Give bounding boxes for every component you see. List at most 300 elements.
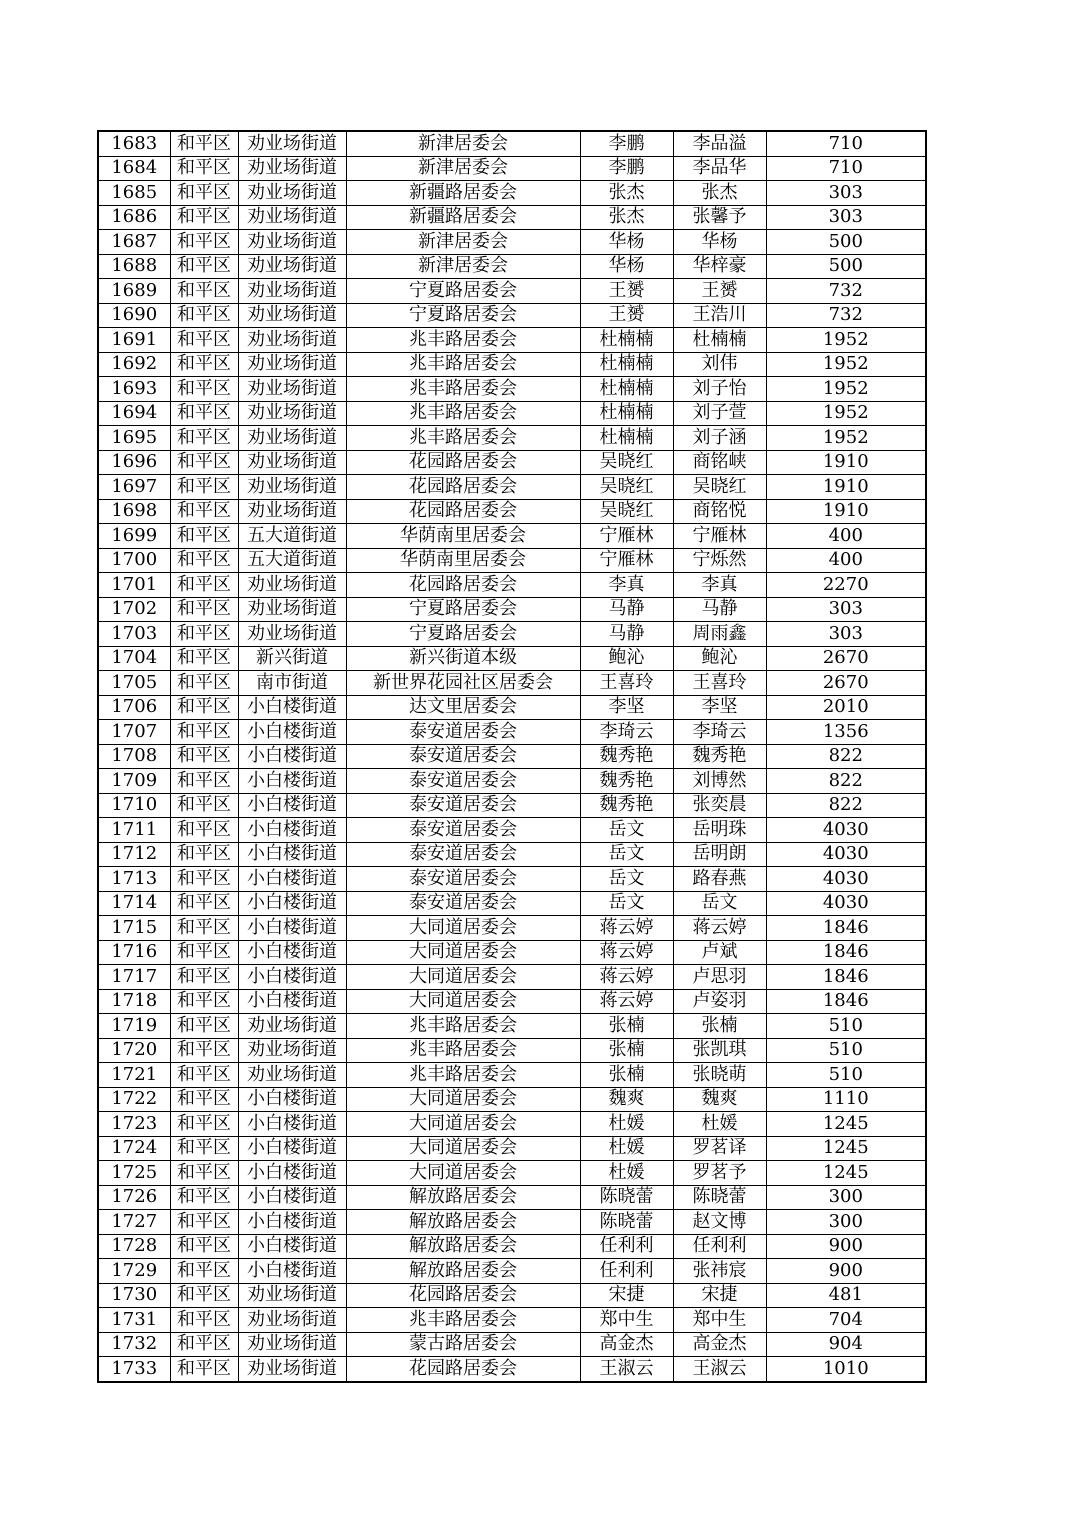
district-cell: 和平区: [170, 793, 238, 818]
district-cell: 和平区: [170, 548, 238, 573]
street-cell: 小白楼街道: [238, 891, 346, 916]
member-name-cell: 宋捷: [673, 1283, 766, 1308]
applicant-cell: 王赟: [580, 303, 673, 328]
row-number-cell: 1695: [98, 426, 170, 451]
committee-cell: 达文里居委会: [346, 695, 580, 720]
row-number-cell: 1730: [98, 1283, 170, 1308]
table-row: [98, 303, 926, 328]
row-number-cell: 1709: [98, 769, 170, 794]
street-cell: 小白楼街道: [238, 1234, 346, 1259]
applicant-cell: 马静: [580, 622, 673, 647]
row-number-cell: 1718: [98, 989, 170, 1014]
table-row: [98, 254, 926, 279]
amount-cell: 822: [766, 769, 926, 794]
committee-cell: 新兴街道本级: [346, 646, 580, 671]
applicant-cell: 杜媛: [580, 1112, 673, 1137]
row-number-cell: 1705: [98, 671, 170, 696]
row-number-cell: 1694: [98, 401, 170, 426]
street-cell: 小白楼街道: [238, 720, 346, 745]
committee-cell: 解放路居委会: [346, 1234, 580, 1259]
street-cell: 劝业场街道: [238, 254, 346, 279]
amount-cell: 1952: [766, 328, 926, 353]
row-number-cell: 1704: [98, 646, 170, 671]
table-row: [98, 646, 926, 671]
row-number-cell: 1703: [98, 622, 170, 647]
member-name-cell: 刘伟: [673, 352, 766, 377]
amount-cell: 704: [766, 1308, 926, 1333]
member-name-cell: 杜楠楠: [673, 328, 766, 353]
committee-cell: 宁夏路居委会: [346, 303, 580, 328]
row-number-cell: 1724: [98, 1136, 170, 1161]
applicant-cell: 张杰: [580, 181, 673, 206]
member-name-cell: 张杰: [673, 181, 766, 206]
member-name-cell: 路春燕: [673, 867, 766, 892]
committee-cell: 花园路居委会: [346, 475, 580, 500]
row-number-cell: 1721: [98, 1063, 170, 1088]
applicant-cell: 王淑云: [580, 1357, 673, 1382]
applicant-cell: 华杨: [580, 230, 673, 255]
street-cell: 五大道街道: [238, 548, 346, 573]
applicant-cell: 李坚: [580, 695, 673, 720]
committee-cell: 泰安道居委会: [346, 842, 580, 867]
applicant-cell: 王喜玲: [580, 671, 673, 696]
amount-cell: 710: [766, 131, 926, 156]
table-row: [98, 695, 926, 720]
committee-cell: 华荫南里居委会: [346, 548, 580, 573]
amount-cell: 1952: [766, 377, 926, 402]
street-cell: 劝业场街道: [238, 352, 346, 377]
table-row: [98, 1014, 926, 1039]
district-cell: 和平区: [170, 1185, 238, 1210]
member-name-cell: 王赟: [673, 279, 766, 304]
member-name-cell: 张馨予: [673, 205, 766, 230]
amount-cell: 900: [766, 1234, 926, 1259]
member-name-cell: 高金杰: [673, 1332, 766, 1357]
committee-cell: 大同道居委会: [346, 1136, 580, 1161]
row-number-cell: 1733: [98, 1357, 170, 1382]
applicant-cell: 杜楠楠: [580, 328, 673, 353]
applicant-cell: 魏爽: [580, 1087, 673, 1112]
table-row: [98, 1332, 926, 1357]
member-name-cell: 鲍沁: [673, 646, 766, 671]
amount-cell: 1846: [766, 916, 926, 941]
committee-cell: 兆丰路居委会: [346, 1014, 580, 1039]
amount-cell: 1846: [766, 989, 926, 1014]
amount-cell: 303: [766, 622, 926, 647]
district-cell: 和平区: [170, 1283, 238, 1308]
street-cell: 小白楼街道: [238, 1087, 346, 1112]
row-number-cell: 1699: [98, 524, 170, 549]
amount-cell: 400: [766, 524, 926, 549]
applicant-cell: 李鹏: [580, 156, 673, 181]
district-cell: 和平区: [170, 401, 238, 426]
street-cell: 小白楼街道: [238, 1161, 346, 1186]
amount-cell: 1910: [766, 499, 926, 524]
applicant-cell: 马静: [580, 597, 673, 622]
amount-cell: 2270: [766, 573, 926, 598]
member-name-cell: 马静: [673, 597, 766, 622]
table-row: [98, 279, 926, 304]
district-cell: 和平区: [170, 1063, 238, 1088]
district-cell: 和平区: [170, 622, 238, 647]
member-name-cell: 李琦云: [673, 720, 766, 745]
member-name-cell: 杜媛: [673, 1112, 766, 1137]
amount-cell: 500: [766, 254, 926, 279]
table-row: [98, 1283, 926, 1308]
street-cell: 小白楼街道: [238, 1112, 346, 1137]
table-row: [98, 597, 926, 622]
committee-cell: 花园路居委会: [346, 450, 580, 475]
applicant-cell: 华杨: [580, 254, 673, 279]
committee-cell: 新津居委会: [346, 254, 580, 279]
table-body: [98, 131, 926, 1382]
member-name-cell: 卢思羽: [673, 965, 766, 990]
street-cell: 劝业场街道: [238, 1357, 346, 1382]
amount-cell: 303: [766, 597, 926, 622]
member-name-cell: 张晓萌: [673, 1063, 766, 1088]
member-name-cell: 刘博然: [673, 769, 766, 794]
applicant-cell: 蒋云婷: [580, 965, 673, 990]
amount-cell: 1846: [766, 965, 926, 990]
table-row: [98, 989, 926, 1014]
district-cell: 和平区: [170, 475, 238, 500]
district-cell: 和平区: [170, 450, 238, 475]
applicant-cell: 杜楠楠: [580, 377, 673, 402]
row-number-cell: 1713: [98, 867, 170, 892]
member-name-cell: 吴晓红: [673, 475, 766, 500]
table-row: [98, 131, 926, 156]
amount-cell: 303: [766, 205, 926, 230]
row-number-cell: 1689: [98, 279, 170, 304]
amount-cell: 510: [766, 1014, 926, 1039]
row-number-cell: 1700: [98, 548, 170, 573]
amount-cell: 400: [766, 548, 926, 573]
row-number-cell: 1702: [98, 597, 170, 622]
member-name-cell: 李品溢: [673, 131, 766, 156]
table-row: [98, 891, 926, 916]
row-number-cell: 1714: [98, 891, 170, 916]
district-cell: 和平区: [170, 377, 238, 402]
amount-cell: 1245: [766, 1136, 926, 1161]
district-cell: 和平区: [170, 867, 238, 892]
table-row: [98, 205, 926, 230]
street-cell: 劝业场街道: [238, 426, 346, 451]
district-cell: 和平区: [170, 352, 238, 377]
row-number-cell: 1731: [98, 1308, 170, 1333]
table-row: [98, 1308, 926, 1333]
committee-cell: 解放路居委会: [346, 1185, 580, 1210]
applicant-cell: 陈晓蕾: [580, 1210, 673, 1235]
street-cell: 小白楼街道: [238, 744, 346, 769]
applicant-cell: 鲍沁: [580, 646, 673, 671]
table-row: [98, 573, 926, 598]
committee-cell: 兆丰路居委会: [346, 1063, 580, 1088]
row-number-cell: 1717: [98, 965, 170, 990]
amount-cell: 1110: [766, 1087, 926, 1112]
member-name-cell: 岳明朗: [673, 842, 766, 867]
street-cell: 劝业场街道: [238, 205, 346, 230]
committee-cell: 泰安道居委会: [346, 769, 580, 794]
district-cell: 和平区: [170, 1357, 238, 1382]
applicant-cell: 王赟: [580, 279, 673, 304]
row-number-cell: 1697: [98, 475, 170, 500]
street-cell: 小白楼街道: [238, 965, 346, 990]
amount-cell: 1846: [766, 940, 926, 965]
committee-cell: 新疆路居委会: [346, 205, 580, 230]
member-name-cell: 王浩川: [673, 303, 766, 328]
member-name-cell: 商铭悦: [673, 499, 766, 524]
street-cell: 劝业场街道: [238, 499, 346, 524]
applicant-cell: 李真: [580, 573, 673, 598]
amount-cell: 732: [766, 303, 926, 328]
district-cell: 和平区: [170, 842, 238, 867]
applicant-cell: 吴晓红: [580, 475, 673, 500]
street-cell: 劝业场街道: [238, 475, 346, 500]
committee-cell: 泰安道居委会: [346, 891, 580, 916]
member-name-cell: 刘子萱: [673, 401, 766, 426]
table-row: [98, 548, 926, 573]
amount-cell: 1010: [766, 1357, 926, 1382]
table-row: [98, 818, 926, 843]
member-name-cell: 刘子怡: [673, 377, 766, 402]
amount-cell: 732: [766, 279, 926, 304]
row-number-cell: 1684: [98, 156, 170, 181]
district-cell: 和平区: [170, 1038, 238, 1063]
row-number-cell: 1711: [98, 818, 170, 843]
member-name-cell: 陈晓蕾: [673, 1185, 766, 1210]
member-name-cell: 岳文: [673, 891, 766, 916]
applicant-cell: 岳文: [580, 842, 673, 867]
row-number-cell: 1723: [98, 1112, 170, 1137]
street-cell: 劝业场街道: [238, 622, 346, 647]
row-number-cell: 1708: [98, 744, 170, 769]
committee-cell: 华荫南里居委会: [346, 524, 580, 549]
amount-cell: 500: [766, 230, 926, 255]
member-name-cell: 华杨: [673, 230, 766, 255]
row-number-cell: 1719: [98, 1014, 170, 1039]
district-cell: 和平区: [170, 181, 238, 206]
member-name-cell: 宁烁然: [673, 548, 766, 573]
committee-cell: 大同道居委会: [346, 1112, 580, 1137]
street-cell: 劝业场街道: [238, 1283, 346, 1308]
district-cell: 和平区: [170, 744, 238, 769]
row-number-cell: 1688: [98, 254, 170, 279]
table-row: [98, 1087, 926, 1112]
row-number-cell: 1712: [98, 842, 170, 867]
amount-cell: 822: [766, 744, 926, 769]
member-name-cell: 张楠: [673, 1014, 766, 1039]
row-number-cell: 1692: [98, 352, 170, 377]
amount-cell: 1356: [766, 720, 926, 745]
amount-cell: 4030: [766, 818, 926, 843]
street-cell: 劝业场街道: [238, 328, 346, 353]
member-name-cell: 王喜玲: [673, 671, 766, 696]
street-cell: 劝业场街道: [238, 377, 346, 402]
member-name-cell: 岳明珠: [673, 818, 766, 843]
street-cell: 劝业场街道: [238, 1014, 346, 1039]
row-number-cell: 1722: [98, 1087, 170, 1112]
street-cell: 小白楼街道: [238, 940, 346, 965]
row-number-cell: 1686: [98, 205, 170, 230]
applicant-cell: 魏秀艳: [580, 769, 673, 794]
member-name-cell: 王淑云: [673, 1357, 766, 1382]
applicant-cell: 郑中生: [580, 1308, 673, 1333]
table-row: [98, 842, 926, 867]
amount-cell: 1910: [766, 475, 926, 500]
table-row: [98, 867, 926, 892]
table-row: [98, 965, 926, 990]
applicant-cell: 任利利: [580, 1234, 673, 1259]
amount-cell: 1910: [766, 450, 926, 475]
applicant-cell: 吴晓红: [580, 450, 673, 475]
district-cell: 和平区: [170, 499, 238, 524]
street-cell: 劝业场街道: [238, 573, 346, 598]
district-cell: 和平区: [170, 940, 238, 965]
table-row: [98, 450, 926, 475]
district-cell: 和平区: [170, 769, 238, 794]
amount-cell: 300: [766, 1185, 926, 1210]
table-row: [98, 1161, 926, 1186]
district-cell: 和平区: [170, 1087, 238, 1112]
amount-cell: 822: [766, 793, 926, 818]
row-number-cell: 1698: [98, 499, 170, 524]
committee-cell: 兆丰路居委会: [346, 377, 580, 402]
district-cell: 和平区: [170, 524, 238, 549]
committee-cell: 大同道居委会: [346, 965, 580, 990]
committee-cell: 解放路居委会: [346, 1259, 580, 1284]
committee-cell: 花园路居委会: [346, 573, 580, 598]
committee-cell: 泰安道居委会: [346, 720, 580, 745]
row-number-cell: 1687: [98, 230, 170, 255]
district-cell: 和平区: [170, 597, 238, 622]
data-table: [97, 130, 927, 1383]
table-row: [98, 352, 926, 377]
table-row: [98, 1234, 926, 1259]
street-cell: 劝业场街道: [238, 1063, 346, 1088]
row-number-cell: 1726: [98, 1185, 170, 1210]
member-name-cell: 郑中生: [673, 1308, 766, 1333]
street-cell: 小白楼街道: [238, 769, 346, 794]
table-row: [98, 1185, 926, 1210]
amount-cell: 2670: [766, 646, 926, 671]
district-cell: 和平区: [170, 279, 238, 304]
table-row: [98, 1038, 926, 1063]
committee-cell: 兆丰路居委会: [346, 352, 580, 377]
district-cell: 和平区: [170, 254, 238, 279]
amount-cell: 2010: [766, 695, 926, 720]
applicant-cell: 杜楠楠: [580, 401, 673, 426]
committee-cell: 兆丰路居委会: [346, 401, 580, 426]
street-cell: 小白楼街道: [238, 818, 346, 843]
applicant-cell: 杜媛: [580, 1136, 673, 1161]
district-cell: 和平区: [170, 230, 238, 255]
applicant-cell: 杜楠楠: [580, 426, 673, 451]
street-cell: 小白楼街道: [238, 793, 346, 818]
amount-cell: 1952: [766, 426, 926, 451]
member-name-cell: 魏爽: [673, 1087, 766, 1112]
applicant-cell: 吴晓红: [580, 499, 673, 524]
district-cell: 和平区: [170, 720, 238, 745]
table-row: [98, 940, 926, 965]
table-row: [98, 524, 926, 549]
table-row: [98, 1112, 926, 1137]
applicant-cell: 杜媛: [580, 1161, 673, 1186]
table-row: [98, 475, 926, 500]
applicant-cell: 岳文: [580, 818, 673, 843]
amount-cell: 510: [766, 1038, 926, 1063]
amount-cell: 4030: [766, 867, 926, 892]
street-cell: 小白楼街道: [238, 1210, 346, 1235]
committee-cell: 花园路居委会: [346, 499, 580, 524]
table-row: [98, 744, 926, 769]
member-name-cell: 卢斌: [673, 940, 766, 965]
row-number-cell: 1706: [98, 695, 170, 720]
applicant-cell: 魏秀艳: [580, 793, 673, 818]
district-cell: 和平区: [170, 1014, 238, 1039]
amount-cell: 2670: [766, 671, 926, 696]
district-cell: 和平区: [170, 818, 238, 843]
committee-cell: 泰安道居委会: [346, 793, 580, 818]
street-cell: 小白楼街道: [238, 867, 346, 892]
committee-cell: 大同道居委会: [346, 989, 580, 1014]
table-row: [98, 499, 926, 524]
row-number-cell: 1715: [98, 916, 170, 941]
row-number-cell: 1690: [98, 303, 170, 328]
member-name-cell: 李品华: [673, 156, 766, 181]
district-cell: 和平区: [170, 328, 238, 353]
district-cell: 和平区: [170, 573, 238, 598]
applicant-cell: 张楠: [580, 1014, 673, 1039]
district-cell: 和平区: [170, 1210, 238, 1235]
applicant-cell: 蒋云婷: [580, 989, 673, 1014]
district-cell: 和平区: [170, 1161, 238, 1186]
committee-cell: 泰安道居委会: [346, 818, 580, 843]
applicant-cell: 任利利: [580, 1259, 673, 1284]
committee-cell: 花园路居委会: [346, 1357, 580, 1382]
committee-cell: 泰安道居委会: [346, 867, 580, 892]
street-cell: 小白楼街道: [238, 989, 346, 1014]
committee-cell: 宁夏路居委会: [346, 597, 580, 622]
district-cell: 和平区: [170, 646, 238, 671]
district-cell: 和平区: [170, 1112, 238, 1137]
district-cell: 和平区: [170, 156, 238, 181]
applicant-cell: 张楠: [580, 1038, 673, 1063]
row-number-cell: 1725: [98, 1161, 170, 1186]
committee-cell: 兆丰路居委会: [346, 328, 580, 353]
amount-cell: 710: [766, 156, 926, 181]
street-cell: 劝业场街道: [238, 131, 346, 156]
committee-cell: 兆丰路居委会: [346, 426, 580, 451]
applicant-cell: 高金杰: [580, 1332, 673, 1357]
row-number-cell: 1701: [98, 573, 170, 598]
street-cell: 劝业场街道: [238, 181, 346, 206]
district-cell: 和平区: [170, 1234, 238, 1259]
member-name-cell: 刘子涵: [673, 426, 766, 451]
amount-cell: 481: [766, 1283, 926, 1308]
member-name-cell: 魏秀艳: [673, 744, 766, 769]
table-row: [98, 426, 926, 451]
member-name-cell: 商铭峡: [673, 450, 766, 475]
district-cell: 和平区: [170, 695, 238, 720]
district-cell: 和平区: [170, 671, 238, 696]
street-cell: 劝业场街道: [238, 156, 346, 181]
district-cell: 和平区: [170, 1259, 238, 1284]
committee-cell: 宁夏路居委会: [346, 622, 580, 647]
committee-cell: 花园路居委会: [346, 1283, 580, 1308]
amount-cell: 1952: [766, 401, 926, 426]
street-cell: 劝业场街道: [238, 401, 346, 426]
table-row: [98, 671, 926, 696]
